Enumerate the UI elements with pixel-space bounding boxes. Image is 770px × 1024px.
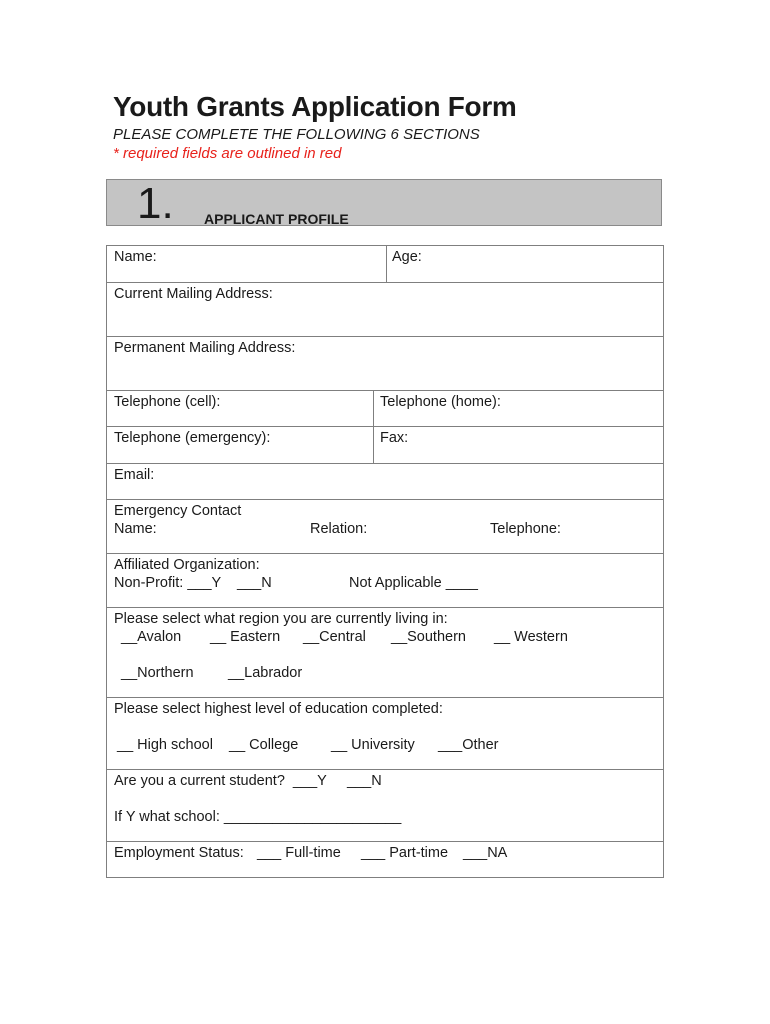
student-question[interactable]: Are you a current student? ___Y — [114, 773, 327, 789]
applicant-profile-form — [106, 245, 664, 878]
region-row — [107, 608, 663, 698]
emergency-contact-telephone-label: Telephone: — [490, 521, 561, 537]
not-applicable-option[interactable]: Not Applicable ____ — [349, 575, 478, 591]
education-option-college[interactable]: __ College — [229, 737, 299, 753]
region-option-avalon[interactable]: __Avalon — [121, 629, 182, 645]
affiliated-organization-row[interactable] — [107, 554, 663, 608]
name-label: Name: — [114, 249, 157, 265]
email-label: Email: — [114, 467, 155, 483]
name-field[interactable] — [107, 246, 386, 282]
fax-label: Fax: — [380, 430, 409, 446]
required-fields-note: * required fields are outlined in red — [113, 145, 342, 162]
email-field[interactable] — [107, 464, 663, 500]
student-row — [107, 770, 663, 842]
telephone-cell-label: Telephone (cell): — [114, 394, 221, 410]
telephone-home-field[interactable] — [373, 391, 663, 426]
region-option-southern[interactable]: __Southern — [391, 629, 466, 645]
non-profit-option[interactable]: Non-Profit: ___Y ___N — [114, 575, 272, 591]
education-prompt: Please select highest level of education completed: — [114, 701, 443, 717]
student-option-no[interactable]: ___N — [347, 773, 382, 789]
region-option-northern[interactable]: __Northern — [121, 665, 194, 681]
age-label: Age: — [392, 249, 422, 265]
school-field[interactable]: If Y what school: ______________________ — [114, 809, 402, 825]
employment-option-full-time[interactable]: ___ Full-time — [257, 845, 341, 861]
region-option-labrador[interactable]: __Labrador — [228, 665, 303, 681]
section-title: APPLICANT PROFILE — [204, 211, 349, 227]
employment-option-na[interactable]: ___NA — [463, 845, 508, 861]
region-option-western[interactable]: __ Western — [494, 629, 568, 645]
telephone-emergency-field[interactable] — [107, 427, 373, 463]
emergency-contact-row[interactable] — [107, 500, 663, 554]
form-subtitle: PLEASE COMPLETE THE FOLLOWING 6 SECTIONS — [113, 126, 480, 143]
region-option-central[interactable]: __Central — [303, 629, 366, 645]
telephone-cell-field[interactable] — [107, 391, 373, 426]
employment-label: Employment Status: — [114, 845, 244, 861]
emergency-contact-label: Emergency Contact — [114, 503, 242, 519]
education-option-high-school[interactable]: __ High school — [117, 737, 213, 753]
telephone-row — [107, 391, 663, 427]
current-address-field[interactable] — [107, 283, 663, 337]
employment-option-part-time[interactable]: ___ Part-time — [361, 845, 449, 861]
age-field[interactable] — [386, 246, 663, 282]
emergency-contact-name-label: Name: — [114, 521, 157, 537]
education-option-other[interactable]: ___Other — [438, 737, 499, 753]
telephone-home-label: Telephone (home): — [380, 394, 501, 410]
name-age-row — [107, 246, 663, 283]
permanent-address-field[interactable] — [107, 337, 663, 391]
region-prompt: Please select what region you are currently living in: — [114, 611, 448, 627]
telephone-emergency-label: Telephone (emergency): — [114, 430, 271, 446]
education-row — [107, 698, 663, 770]
current-address-label: Current Mailing Address: — [114, 286, 273, 302]
section-header — [106, 179, 662, 226]
emergency-fax-row — [107, 427, 663, 464]
region-option-eastern[interactable]: __ Eastern — [210, 629, 281, 645]
employment-row — [107, 842, 663, 877]
education-option-university[interactable]: __ University — [331, 737, 415, 753]
form-title: Youth Grants Application Form — [113, 91, 517, 122]
fax-field[interactable] — [373, 427, 663, 463]
permanent-address-label: Permanent Mailing Address: — [114, 340, 296, 356]
section-number: 1. — [137, 179, 174, 228]
affiliated-organization-label: Affiliated Organization: — [114, 557, 260, 573]
emergency-contact-relation-label: Relation: — [310, 521, 368, 537]
